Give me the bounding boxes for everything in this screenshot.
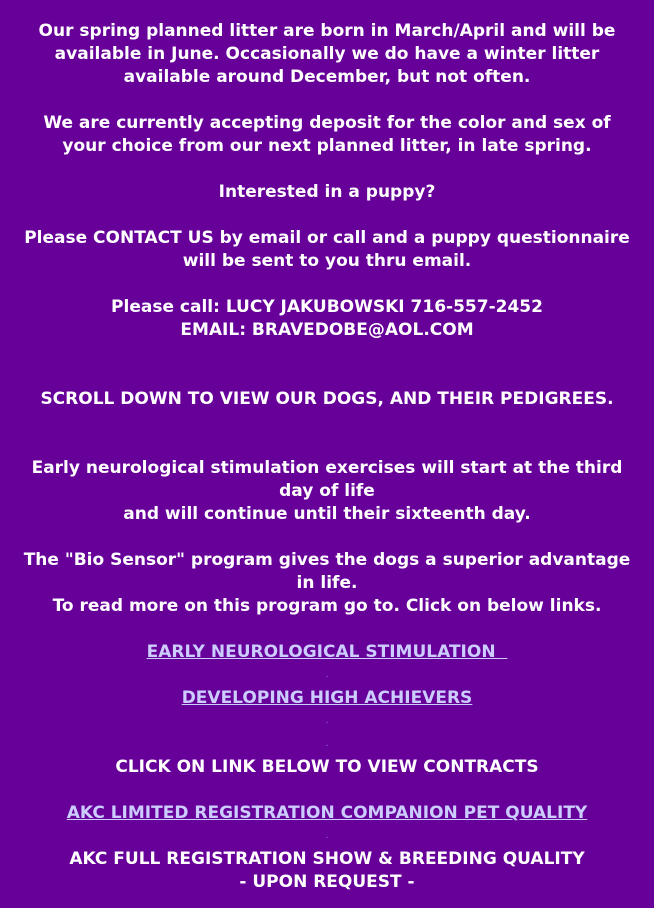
full-registration-line-1: AKC FULL REGISTRATION SHOW & BREEDING QUALITY	[69, 849, 585, 869]
contact-details	[0, 296, 654, 342]
contact-line-1: Please CONTACT US by email or call and a puppy questionnaire	[24, 228, 630, 248]
limited-registration-link[interactable]: AKC LIMITED REGISTRATION COMPANION PET QUALITY	[66, 803, 588, 823]
contact-paragraph	[0, 227, 654, 273]
ens-line-3: and will continue until their sixteenth day.	[123, 504, 531, 524]
bio-sensor-line-2: in life.	[296, 573, 358, 593]
bio-sensor-line-1: The "Bio Sensor" program gives the dogs a superior advantage	[23, 550, 631, 570]
deposit-line-1: We are currently accepting deposit for the color and sex of	[43, 113, 611, 133]
bio-sensor-line-3: To read more on this program go to. Click on below links.	[52, 596, 602, 616]
deposit-line-2: your choice from our next planned litter, in late spring.	[62, 136, 592, 156]
deposit-paragraph	[0, 112, 654, 158]
intro-paragraph	[0, 20, 654, 89]
ens-link[interactable]: EARLY NEUROLOGICAL STIMULATION	[146, 642, 508, 662]
contact-line-2: will be sent to you thru email.	[182, 251, 472, 271]
intro-line-1: Our spring planned litter are born in March/April and will be	[38, 21, 616, 41]
scroll-notice: SCROLL DOWN TO VIEW OUR DOGS, AND THEIR PEDIGREES.	[40, 389, 614, 409]
phone-line: Please call: LUCY JAKUBOWSKI 716-557-2452	[111, 297, 543, 317]
intro-line-3: available around December, but not often.	[123, 67, 531, 87]
full-registration-line-2: - UPON REQUEST -	[239, 872, 415, 892]
separator-dot: .	[325, 718, 329, 725]
email-line: EMAIL: BRAVEDOBE@AOL.COM	[180, 320, 474, 340]
interested-heading: Interested in a puppy?	[218, 182, 436, 202]
ens-line-2: day of life	[279, 481, 375, 501]
separator-dot: .	[325, 741, 329, 748]
bio-sensor-paragraph	[0, 549, 654, 618]
intro-line-2: available in June. Occasionally we do have a winter litter	[54, 44, 600, 64]
full-registration	[0, 848, 654, 894]
ens-line-1: Early neurological stimulation exercises will start at the third	[31, 458, 623, 478]
separator-dot: .	[325, 833, 329, 840]
separator-dot: .	[325, 672, 329, 679]
contracts-heading: CLICK ON LINK BELOW TO VIEW CONTRACTS	[115, 757, 539, 777]
ens-paragraph	[0, 457, 654, 526]
high-achievers-link[interactable]: DEVELOPING HIGH ACHIEVERS	[181, 688, 473, 708]
